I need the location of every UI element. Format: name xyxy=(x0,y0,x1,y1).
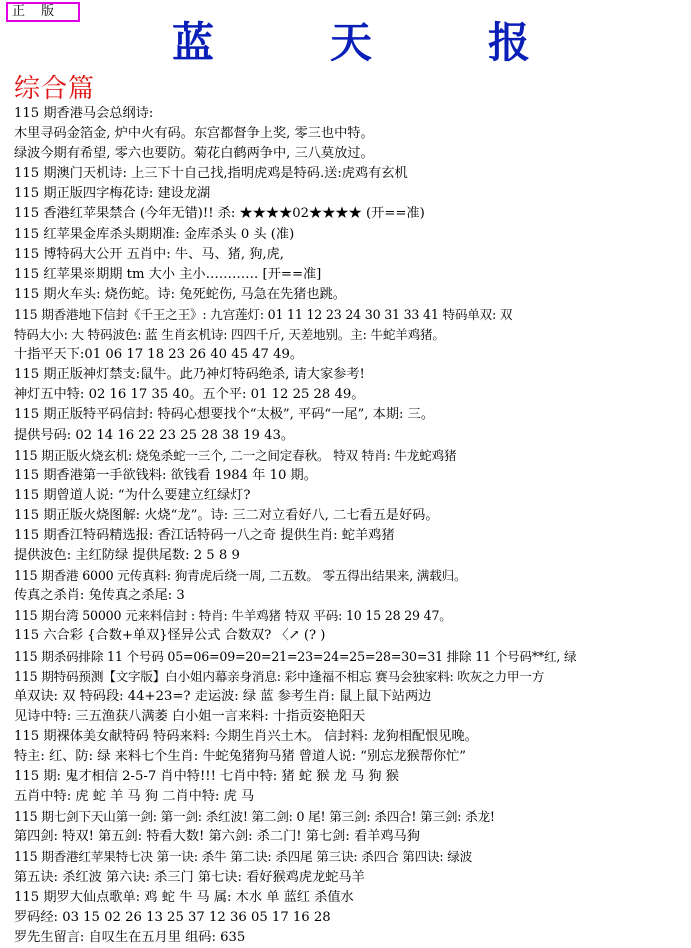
text-line: 115 期正版火烧玄机: 烧兔杀蛇一三个, 二一之间定春秋。 特双 特肖: 牛龙蛇鸡猪 xyxy=(14,447,457,463)
text-line: 神灯五中特: 02 16 17 35 40。五个平: 01 12 25 28 49。 xyxy=(14,387,365,403)
text-line: 115 期香港红苹果特七决 第一诀: 杀牛 第二诀: 杀四尾 第三诀: 杀四合 第四诀: 绿波 xyxy=(14,849,473,865)
masthead-char-3: 报 xyxy=(488,18,531,67)
text-line: 传真之杀肖: 兔传真之杀尾: 3 xyxy=(14,588,185,604)
masthead-char-2: 天 xyxy=(330,18,373,67)
text-line: 115 期香港马会总纲诗: xyxy=(14,106,154,121)
text-line: 115 期曾道人说: “为什么要建立红绿灯? xyxy=(14,487,251,503)
text-line: 特码大小: 大 特码波色: 蓝 生肖玄机诗: 四四千斤, 天差地别。主: 牛蛇羊鸡猪。 xyxy=(14,327,445,343)
text-line: 115 期台湾 50000 元来料信封 : 特肖: 牛羊鸡猪 特双 平码: 10 15 28 29 47。 xyxy=(14,608,452,624)
text-line: 115 期香港第一手欲钱料: 欲钱看 1984 年 10 期。 xyxy=(14,467,317,483)
masthead xyxy=(0,10,691,70)
text-line: 木里寻码金箔金, 炉中火有码。东宫都督争上奖, 零三也中特。 xyxy=(14,126,374,142)
text-line: 十指平天下:01 06 17 18 23 26 40 45 47 49。 xyxy=(14,347,304,363)
text-line: 115 期特码预测【文字版】白小姐内幕亲身消息: 彩中逢福不相忘 赛马会独家料: 吹灰之力甲一方 xyxy=(14,668,545,684)
text-line: 115 期罗大仙点歌单: 鸡 蛇 牛 马 属: 木水 单 蓝红 杀值水 xyxy=(14,889,354,905)
text-line: 115 期火车头: 烧伤蛇。诗: 兔死蛇伤, 马急在先猪也跳。 xyxy=(14,286,346,302)
text-line: 绿波今期有希望, 零六也要防。菊花白鹤两争中, 三八莫放过。 xyxy=(14,146,374,162)
edition-badge: 正 版 xyxy=(6,2,80,22)
text-line: 115 红苹果※期期 tm 大小 主小………… [开==准] xyxy=(14,266,322,282)
text-line: 115 期香港 6000 元传真料: 狗青虎后绕一周, 二五数。 零五得出结果来, 满载归。 xyxy=(14,568,467,584)
text-line: 罗码经: 03 15 02 26 13 25 37 12 36 05 17 16 28 xyxy=(14,909,331,925)
text-line: 五肖中特: 虎 蛇 羊 马 狗 二肖中特: 虎 马 xyxy=(14,789,255,805)
text-line: 115 红苹果金库杀头期期准: 金库杀头 0 头 (准) xyxy=(14,226,295,242)
text-line: 第五诀: 杀红波 第六诀: 杀三门 第七诀: 看好猴鸡虎龙蛇马羊 xyxy=(14,869,365,885)
text-line: 第四剑: 特双! 第五剑: 特看大数! 第六剑: 杀二门! 第七剑: 看羊鸡马狗 xyxy=(14,829,420,845)
article-body xyxy=(14,104,686,948)
text-line: 115 期香江特码精选报: 香江话特码一八之奇 提供生肖: 蛇羊鸡猪 xyxy=(14,527,395,543)
text-line: 115 期正版四字梅花诗: 建设龙湖 xyxy=(14,186,211,202)
text-line: 115 期澳门天机诗: 上三下十自己找,指明虎鸡是特码.送:虎鸡有玄机 xyxy=(14,166,408,182)
text-line: 115 香港红苹果禁合 (今年无错)!! 杀: ★★★★02★★★★ (开==准) xyxy=(14,206,425,222)
section-title: 综合篇 xyxy=(14,74,96,104)
text-line: 见诗中特: 三五渔获八满萎 白小姐一言来料: 十指贡姿艳阳天 xyxy=(14,708,366,724)
text-line: 特主: 红、防: 绿 来料七个生肖: 牛蛇兔猪狗马猪 曾道人说: “别忘龙猴帮你忙” xyxy=(14,749,467,764)
masthead-char-1: 蓝 xyxy=(172,18,215,67)
text-line: 115 期香港地下信封《千王之王》: 九宫莲灯: 01 11 12 23 24 30 31 33 41 特码单双: 双 xyxy=(14,306,513,322)
text-line: 115 博特码大公开 五肖中: 牛、马、猪, 狗,虎, xyxy=(14,246,284,262)
text-line: 罗先生留言: 自叹生在五月里 组码: 635 xyxy=(14,929,246,945)
text-line: 115 期裸体美女献特码 特码来料: 今期生肖兴土木。 信封料: 龙狗相配恨见晚。 xyxy=(14,728,478,744)
text-line: 115 期正版特平码信封: 特码心想要找个“太极”, 平码“一尾”, 本期: 三。 xyxy=(14,407,435,423)
text-line: 115 六合彩 {合数+单双}怪异公式 合数双? 〈↗ (? ) xyxy=(14,628,326,644)
text-line: 115 期杀码排除 11 个号码 05=06=09=20=21=23=24=25=28=30=31 排除 11 个号码**红, 绿 xyxy=(14,648,577,664)
text-line: 提供号码: 02 14 16 22 23 25 28 38 19 43。 xyxy=(14,427,295,443)
text-line: 单双诀: 双 特码段: 44+23=? 走运波: 绿 蓝 参考生肖: 鼠上鼠下站两边 xyxy=(14,688,432,704)
text-line: 115 期七剑下天山第一剑: 第一剑: 杀红波! 第二剑: 0 尾! 第三剑: 杀四合! 第三剑: 杀龙! xyxy=(14,809,495,825)
text-line: 提供波色: 主红防绿 提供尾数: 2 5 8 9 xyxy=(14,548,240,564)
text-line: 115 期正版神灯禁支:鼠牛。此乃神灯特码绝杀, 请大家参考! xyxy=(14,367,365,383)
text-line: 115 期: 鬼才相信 2-5-7 肖中特!!! 七肖中特: 猪 蛇 猴 龙 马 狗 猴 xyxy=(14,769,399,785)
text-line: 115 期正版火烧图解: 火烧“龙”。诗: 三二对立看好八, 二七看五是好码。 xyxy=(14,507,439,523)
